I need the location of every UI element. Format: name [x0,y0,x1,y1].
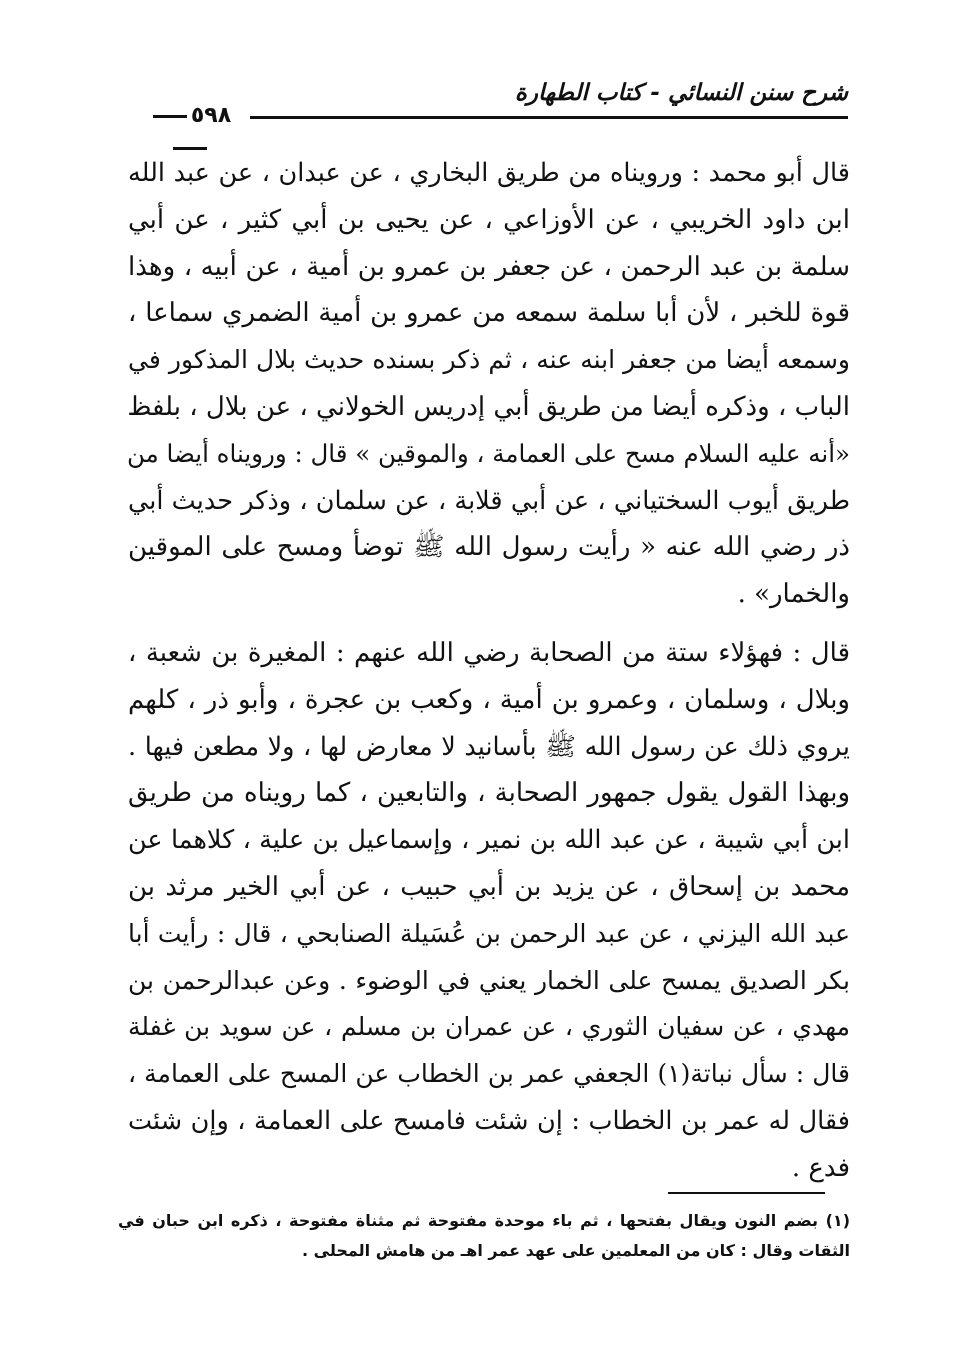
text-line: الباب ، وذكره أيضا من طريق أبي إدريس الخولاني ، عن بلال ، بلفظ [127,391,850,422]
running-header [130,78,848,132]
body-text [128,150,850,1192]
text-line: قوة للخبر ، لأن أبا سلمة سمعه من عمرو بن أمية الضمري سماعا ، [128,298,850,329]
text-line: فدع . [791,1152,850,1183]
text-line: سلمة بن عبد الرحمن ، عن جعفر بن عمرو بن أمية ، عن أبيه ، وهذا [128,251,850,282]
paragraph-2 [128,630,850,1192]
text-line: قال أبو محمد : ورويناه من طريق البخاري ، عن عبدان ، عن عبد الله [128,158,850,188]
footnote-line: الثقات وقال : كان من المعلمين على عهد عمر اهـ من هامش المحلى . [302,1241,850,1260]
text-line: قال : فهؤلاء ستة من الصحابة رضي الله عنهم : المغيرة بن شعبة ، [128,637,850,668]
text-line: فقال له عمر بن الخطاب : إن شئت فامسح على العمامة ، وإن شئت [128,1105,850,1136]
text-line: يروي ذلك عن رسول الله ﷺ بأسانيد لا معارض لها ، ولا مطعن فيها . [128,731,850,762]
page-number-block [130,100,250,132]
text-line: عبد الله اليزني ، عن عبد الرحمن بن عُسَيلة الصنابحي ، قال : رأيت أبا [128,918,850,948]
paragraph-1 [128,150,850,618]
header-title: شرح سنن النسائي - كتاب الطهارة [514,80,848,106]
text-line: وبهذا القول يقول جمهور الصحابة ، والتابعين ، كما رويناه من طريق [128,778,850,809]
footnotes [118,1206,850,1266]
footnote-line: (١) بضم النون ويقال بفتحها ، ثم باء موحدة مفتوحة ثم مثناة مفتوحة ، ذكره ابن حبان في [118,1211,850,1230]
text-line: «أنه عليه السلام مسح على العمامة ، والموقين » قال : ورويناه أيضا من [126,438,850,468]
text-line: قال : سأل نباتة(١) الجعفي عمر بن الخطاب عن المسح على العمامة ، [128,1059,850,1089]
page-number-dash-left [153,115,187,118]
text-line: محمد بن إسحاق ، عن يزيد بن أبي حبيب ، عن أبي الخير مرثد بن [128,871,850,902]
text-line: بكر الصديق يمسح على الخمار يعني في الوضوء . وعن عبدالرحمن بن [128,965,850,995]
header-rule [250,116,848,119]
text-line: ابن أبي شيبة ، عن عبد الله بن نمير ، وإسماعيل بن علية ، كلاهما عن [128,825,850,856]
text-line: طريق أيوب السختياني ، عن أبي قلابة ، عن سلمان ، وذكر حديث أبي [128,485,850,516]
page-number: ٥٩٨ [190,103,232,128]
footnote-rule [668,1192,825,1194]
text-line: مهدي ، عن سفيان الثوري ، عن عمران بن مسلم ، عن سويد بن غفلة [128,1012,850,1042]
text-line: وسمعه أيضا من جعفر ابنه عنه ، ثم ذكر بسنده حديث بلال المذكور في [128,345,850,375]
text-line: ذر رضي الله عنه « رأيت رسول الله ﷺ توضأ ومسح على الموقين [128,532,850,563]
text-line: والخمار» . [737,579,850,610]
text-line: وبلال ، وسلمان ، وعمرو بن أمية ، وكعب بن عجرة ، وأبو ذر ، كلهم [128,684,850,715]
text-line: ابن داود الخريبي ، عن الأوزاعي ، عن يحيى بن أبي كثير ، عن أبي [128,204,850,235]
